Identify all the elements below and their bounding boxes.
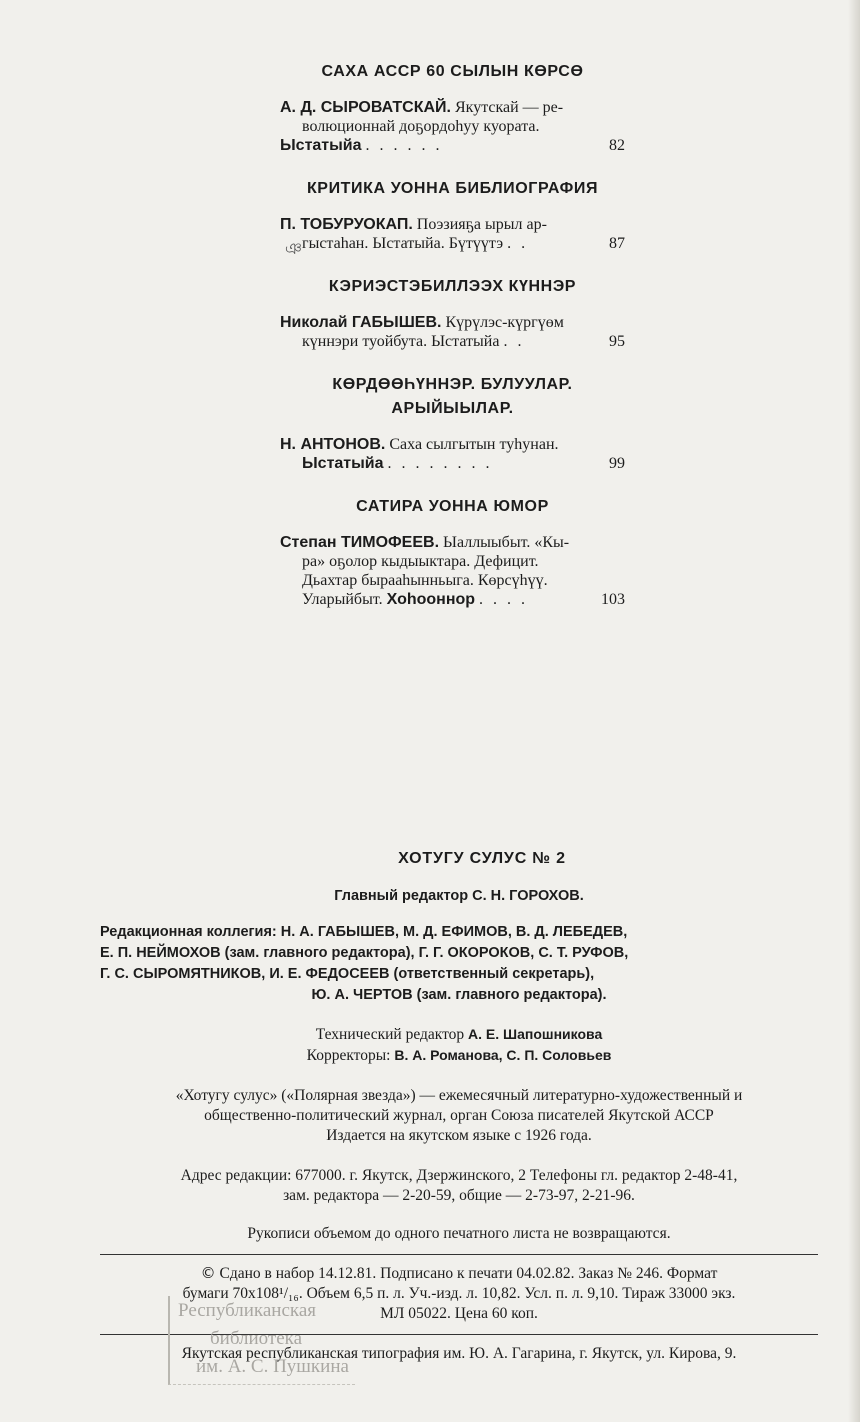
description-line: «Хотугу сулус» («Полярная звезда») — ежемесячный литературно-художественный и — [175, 1087, 743, 1104]
entry-author: А. Д. СЫРОВАТСКАЙ. — [280, 99, 451, 116]
manuscripts-note: Рукописи объемом до одного печатного листа не возвращаются. — [247, 1225, 671, 1242]
correctors-label: Корректоры: — [306, 1047, 391, 1064]
print-line: Сдано в набор 14.12.81. Подписано к печати 04.02.82. Заказ № 246. Формат — [219, 1265, 718, 1282]
entry-title: Уларыйбыт. — [302, 591, 383, 608]
entry-author: Н. АНТОНОВ. — [280, 436, 386, 453]
entry-author: Степан ТИМОФЕЕВ. — [280, 534, 440, 551]
ornament-icon: ঞ — [285, 241, 302, 258]
toc-entry — [280, 215, 625, 253]
tech-editor-name: А. Е. Шапошникова — [468, 1026, 603, 1042]
board-line: Ю. А. ЧЕРТОВ (зам. главного редактора). — [311, 987, 607, 1003]
entry-title: гыстаһан. Ыстатыйа. Бүтүүтэ — [302, 235, 504, 252]
leader-dots: . . . . — [479, 591, 529, 608]
page-number: 95 — [609, 333, 625, 350]
correctors-names: В. А. Романова, С. П. Соловьев — [394, 1047, 612, 1063]
leader-dots: . . . . . . — [365, 137, 443, 154]
entry-title: Поэзияҕа ырыл ар- — [416, 216, 547, 233]
library-stamp — [168, 1296, 355, 1385]
toc-entry — [280, 435, 625, 473]
page-number: 103 — [601, 591, 625, 608]
board-line: Редакционная коллегия: Н. А. ГАБЫШЕВ, М. Д. ЕФИМОВ, В. Д. ЛЕБЕДЕВ, — [100, 924, 628, 940]
stamp-line: им. А. С. Пушкина — [196, 1356, 349, 1377]
entry-author: П. ТОБУРУОКАП. — [280, 216, 413, 233]
toc-entry — [280, 98, 625, 155]
colophon — [100, 850, 818, 1363]
description-line: общественно-политический журнал, орган Союза писателей Якутской АССР — [204, 1107, 714, 1124]
entry-title: Дьахтар бырааһынньыга. Көрсүһүү. — [302, 572, 548, 589]
page-edge-shadow — [848, 0, 860, 1422]
entry-title: Саха сылгытын туһунан. — [389, 436, 559, 453]
technical-staff — [100, 1024, 818, 1066]
entry-title-bold: Хоһооннор — [386, 591, 476, 608]
divider — [100, 1254, 818, 1255]
printer-imprint: Якутская республиканская типография им. Ю. А. Гагарина, г. Якутск, ул. Кирова, 9. — [181, 1345, 737, 1362]
journal-description — [100, 1086, 818, 1146]
description-line: Издается на якутском языке с 1926 года. — [326, 1127, 592, 1144]
leader-dots: . . . . . . . . — [387, 455, 493, 472]
print-line: МЛ 05022. Цена 60 коп. — [380, 1305, 538, 1322]
entry-title: Ыаллыыбыт. «Кы- — [443, 534, 570, 551]
entry-title: Күрүлэс-күргүөм — [445, 314, 564, 331]
page-number: 99 — [609, 455, 625, 472]
toc-entry — [280, 533, 625, 609]
address-line: зам. редактора — 2-20-59, общие — 2-73-97, 2-21-96. — [283, 1187, 635, 1204]
entry-title: күннэри туойбута. Ыстатыйа — [302, 333, 500, 350]
board-line: Е. П. НЕЙМОХОВ (зам. главного редактора), Г. Г. ОКОРОКОВ, С. Т. РУФОВ, — [100, 945, 629, 961]
entry-genre: Ыстатыйа — [302, 455, 384, 472]
stamp-line: Республиканская — [178, 1300, 317, 1321]
section-heading: САТИРА УОННА ЮМОР — [356, 498, 549, 515]
entry-title: Якутскай — ре- — [454, 99, 564, 116]
section-heading: САХА АССР 60 СЫЛЫН КӨРСӨ — [321, 63, 584, 80]
leader-dots: . . — [507, 235, 529, 252]
section-heading: АРЫЙЫЫЛАР. — [391, 400, 514, 417]
page-number: 87 — [609, 235, 625, 252]
editorial-address — [100, 1166, 818, 1206]
address-line: Адрес редакции: 677000. г. Якутск, Дзержинского, 2 Телефоны гл. редактор 2-48-41, — [180, 1167, 738, 1184]
tech-editor-label: Технический редактор — [315, 1026, 465, 1043]
table-of-contents — [280, 60, 625, 631]
print-line: бумаги 70х108¹/₁₆. Объем 6,5 п. л. Уч.-изд. л. 10,82. Усл. п. л. 9,10. Тираж 33000 экз. — [182, 1285, 736, 1302]
editorial-board — [100, 922, 818, 1006]
entry-author: Николай ГАБЫШЕВ. — [280, 314, 442, 331]
stamp-line: библиотека — [210, 1328, 303, 1349]
section-heading: КРИТИКА УОННА БИБЛИОГРАФИЯ — [306, 180, 599, 197]
entry-title: ра» оҕолор кыдыыктара. Дефицит. — [302, 553, 539, 570]
entry-genre: Ыстатыйа — [280, 137, 362, 154]
leader-dots: . . — [503, 333, 525, 350]
section-heading: КӨРДӨӨҺҮННЭР. БУЛУУЛАР. — [332, 376, 573, 393]
copyright-icon: © — [200, 1264, 216, 1282]
section-heading: КЭРИЭСТЭБИЛЛЭЭХ КҮННЭР — [328, 278, 577, 295]
chief-editor: Главный редактор С. Н. ГОРОХОВ. — [334, 888, 584, 904]
magazine-title: ХОТУГУ СУЛУС № 2 — [398, 850, 566, 867]
toc-entry — [280, 313, 625, 351]
entry-title: волюционнай доҕордоһуу куората. — [302, 118, 540, 135]
board-line: Г. С. СЫРОМЯТНИКОВ, И. Е. ФЕДОСЕЕВ (ответственный секретарь), — [100, 966, 595, 982]
page-number: 82 — [609, 137, 625, 154]
